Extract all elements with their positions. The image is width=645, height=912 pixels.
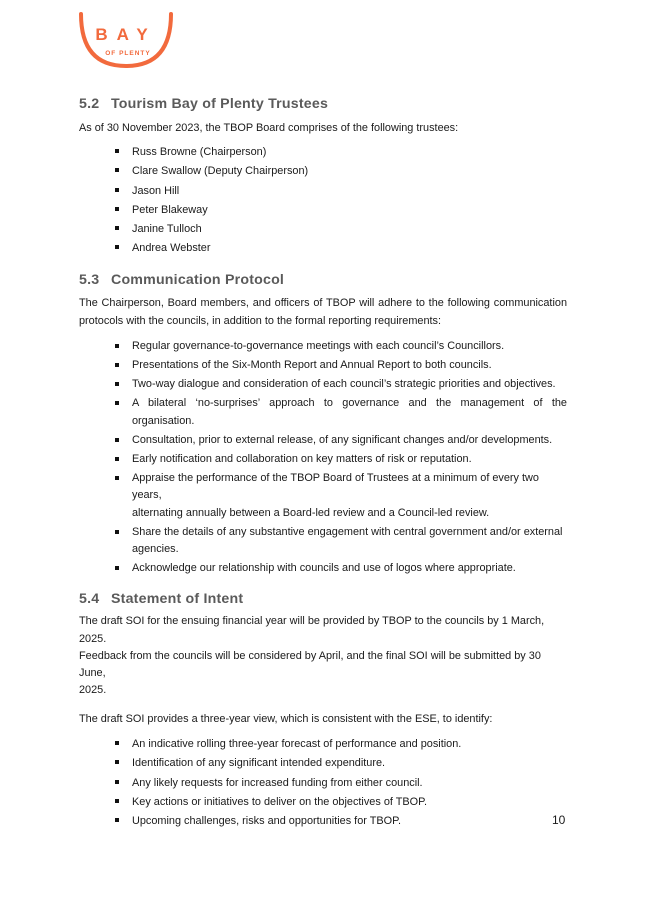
page-content [79, 96, 567, 832]
list-item: Clare Swallow (Deputy Chairperson) [79, 162, 567, 181]
list-item: Upcoming challenges, risks and opportunities for TBOP. [79, 812, 567, 831]
logo-main-text: BAY [95, 25, 157, 44]
section-heading-5-4: 5.4 Statement of Intent [79, 591, 244, 608]
list-item: An indicative rolling three-year forecast of performance and position. [79, 735, 567, 754]
list-item: Jason Hill [79, 182, 567, 201]
list-item: Acknowledge our relationship with councils and use of logos where appropriate. [79, 560, 567, 577]
list-item: Key actions or initiatives to deliver on the objectives of TBOP. [79, 793, 567, 812]
communication-protocol-list [79, 338, 567, 578]
logo-arc-icon [66, 6, 196, 74]
list-item: Presentations of the Six-Month Report and Annual Report to both councils. [79, 357, 567, 374]
soi-list [79, 735, 567, 832]
list-item: Identification of any significant intended expenditure. [79, 754, 567, 773]
list-item: Janine Tulloch [79, 220, 567, 239]
bay-of-plenty-logo [66, 6, 196, 74]
logo-sub-text: OF PLENTY [105, 50, 151, 57]
list-item: Andrea Webster [79, 239, 567, 258]
list-item: Consultation, prior to external release, of any significant changes and/or developments. [79, 432, 567, 449]
list-item: Two-way dialogue and consideration of each council’s strategic priorities and objectives. [79, 376, 567, 393]
list-item: Any likely requests for increased funding from either council. [79, 774, 567, 793]
section-heading-5-3: 5.3 Communication Protocol [79, 272, 285, 289]
list-item: Regular governance-to-governance meetings with each council’s Councillors. [79, 338, 567, 355]
list-item: Appraise the performance of the TBOP Board of Trustees at a minimum of every two years, alternating annually between a Board-led review and a Council-led review. [79, 470, 567, 522]
soi-paragraph-2: The draft SOI provides a three-year view, which is consistent with the ESE, to identify: [79, 713, 493, 726]
trustees-intro: As of 30 November 2023, the TBOP Board comprises of the following trustees: [79, 122, 459, 134]
list-item: Early notification and collaboration on key matters of risk or reputation. [79, 451, 567, 468]
list-item: Peter Blakeway [79, 201, 567, 220]
list-item: Share the details of any substantive engagement with central government and/or external agencies. [79, 524, 567, 558]
list-item: A bilateral ‘no-surprises’ approach to governance and the management of the organisation. [79, 395, 567, 429]
list-item: Russ Browne (Chairperson) [79, 143, 567, 162]
trustees-list [79, 143, 567, 258]
section-heading-5-2: 5.2 Tourism Bay of Plenty Trustees [79, 96, 329, 112]
communication-intro: The Chairperson, Board members, and officers of TBOP will adhere to the following communication protocols with the councils, in addition to the formal reporting requirements: [79, 297, 567, 327]
soi-paragraph-1: The draft SOI for the ensuing financial year will be provided by TBOP to the councils by 1 March, 2025. Feedback from the councils will be considered by April, and the final SOI will be submitted by 30 June, 2025. [79, 615, 545, 697]
page-number: 10 [552, 813, 566, 827]
